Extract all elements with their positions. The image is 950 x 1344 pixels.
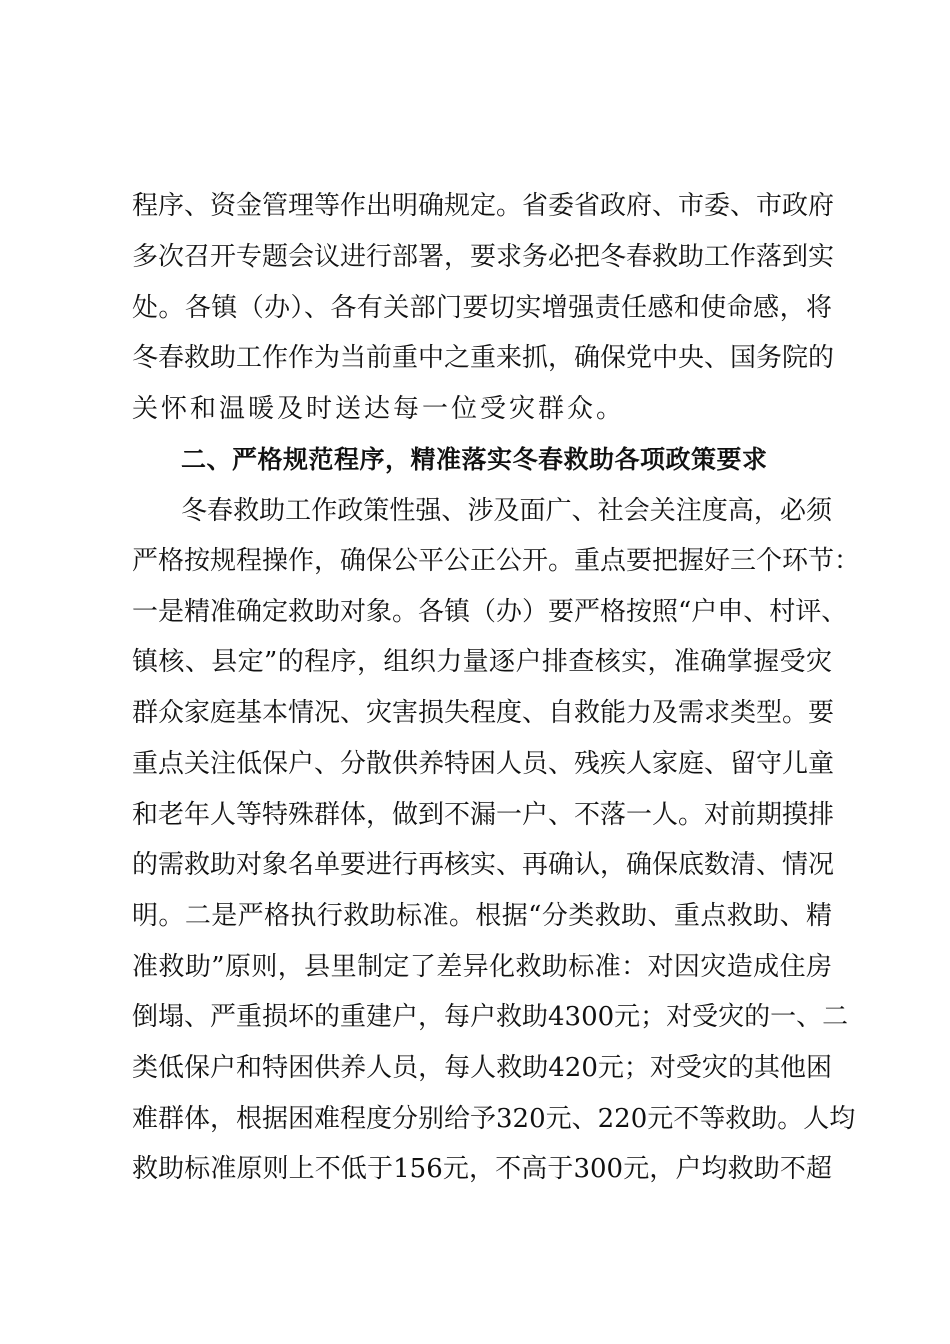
- paragraph2-line-11: 倒塌、严重损坏的重建户，每户救助4300元；对受灾的一、二: [132, 1002, 849, 1032]
- paragraph2-line-4: 镇核、县定”的程序，组织力量逐户排查核实，准确掌握受灾: [132, 647, 832, 677]
- paragraph2-line-12: 类低保户和特困供养人员，每人救助420元；对受灾的其他困: [132, 1053, 832, 1083]
- section-heading: 二、严格规范程序，精准落实冬春救助各项政策要求: [181, 445, 768, 474]
- paragraph2-line-2: 严格按规程操作，确保公平公正公开。重点要把握好三个环节：: [132, 546, 861, 576]
- paragraph2-line-13: 难群体，根据困难程度分别给予320元、220元不等救助。人均: [132, 1104, 856, 1134]
- paragraph2-line-6: 重点关注低保户、分散供养特困人员、残疾人家庭、留守儿童: [132, 749, 835, 779]
- paragraph2-line-5: 群众家庭基本情况、灾害损失程度、自救能力及需求类型。要: [132, 698, 835, 728]
- paragraph1-line-4: 冬春救助工作作为当前重中之重来抓，确保党中央、国务院的: [132, 343, 835, 373]
- paragraph1-line-5: 关怀和温暖及时送达每一位受灾群众。: [132, 394, 626, 424]
- paragraph2-line-9: 明。二是严格执行救助标准。根据“分类救助、重点救助、精: [132, 901, 832, 931]
- paragraph2-line-1: 冬春救助工作政策性强、涉及面广、社会关注度高，必须: [181, 496, 832, 526]
- paragraph2-line-7: 和老年人等特殊群体，做到不漏一户、不落一人。对前期摸排: [132, 800, 835, 830]
- paragraph1-line-1: 程序、资金管理等作出明确规定。省委省政府、市委、市政府: [132, 191, 835, 221]
- paragraph2-line-10: 准救助”原则，县里制定了差异化救助标准：对因灾造成住房: [132, 952, 832, 982]
- paragraph2-line-14: 救助标准原则上不低于156元，不高于300元，户均救助不超: [132, 1154, 832, 1184]
- paragraph1-line-3: 处。各镇（办）、各有关部门要切实增强责任感和使命感，将: [132, 293, 832, 323]
- paragraph2-line-3: 一是精准确定救助对象。各镇（办）要严格按照“户申、村评、: [132, 597, 848, 627]
- paragraph1-line-2: 多次召开专题会议进行部署，要求务必把冬春救助工作落到实: [132, 242, 835, 272]
- paragraph2-line-8: 的需救助对象名单要进行再核实、再确认，确保底数清、情况: [132, 850, 835, 880]
